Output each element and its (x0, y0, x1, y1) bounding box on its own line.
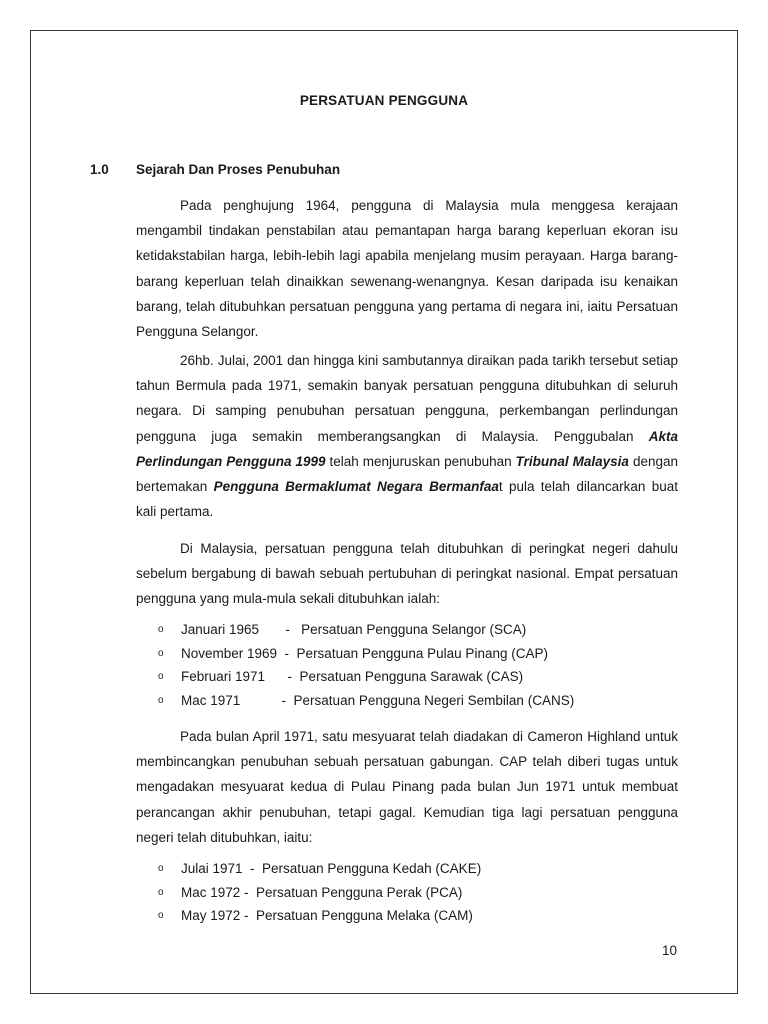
document-title: PERSATUAN PENGGUNA (299, 93, 469, 108)
paragraph-2-bold-1: Akta Perlindungan Pengguna 1999 (136, 428, 678, 469)
bullet-icon: o (158, 624, 164, 635)
association-list-2 (158, 857, 481, 928)
list-item (158, 642, 574, 666)
list-item-text: Januari 1965 - Persatuan Pengguna Selangor (SCA) (181, 622, 527, 637)
list-item-text: Julai 1971 - Persatuan Pengguna Kedah (CAKE) (181, 861, 482, 876)
bullet-icon: o (158, 886, 164, 898)
section-number: 1.0 (90, 162, 109, 177)
list-item (158, 689, 574, 713)
bullet-icon: o (158, 671, 164, 683)
list-item (158, 904, 481, 928)
paragraph-4: Pada bulan April 1971, satu mesyuarat telah diadakan di Cameron Highland untuk membincangkan penubuhan sebuah persatuan gabungan. CAP telah diberi tugas untuk mengadakan mesyuarat kedua di Pulau Pinang pada bulan Jun 1971 untuk membuat perancangan akhir penubuhan, tetapi gagal. Kemudian tiga lagi persatuan pengguna negeri telah ditubuhkan, iaitu: (136, 729, 678, 845)
paragraph-2-bold-2: Tribunal Malaysia (515, 453, 629, 469)
page-number: 10 (662, 943, 678, 958)
list-item-text: Mac 1971 - Persatuan Pengguna Negeri Sembilan (CANS) (181, 692, 575, 708)
paragraph-2-bold-3: Pengguna Bermaklumat Negara Bermanfaa (213, 479, 499, 495)
paragraph-2 (136, 348, 678, 524)
paragraph-2-text-4: t pula telah dilancarkan buat kali pertama. (136, 479, 679, 520)
list-item (158, 618, 574, 642)
list-item (158, 665, 574, 689)
bullet-icon: o (158, 863, 164, 874)
paragraph-2-text-3: dengan bertemakan (136, 453, 678, 495)
bullet-icon: o (158, 694, 164, 706)
paragraph-2-text-2: telah menjuruskan penubuhan (325, 453, 516, 469)
list-item-text: Februari 1971 - Persatuan Pengguna Sarawak (CAS) (181, 669, 524, 685)
bullet-icon: o (158, 647, 164, 659)
list-item-text: May 1972 - Persatuan Pengguna Melaka (CAM) (181, 908, 473, 924)
paragraph-2-text-1: 26hb. Julai, 2001 dan hingga kini sambutannya diraikan pada tarikh tersebut setiap tahun Bermula pada 1971, semakin banyak persatuan pengguna ditubuhkan di seluruh negara. Di samping penubuhan persatuan pengguna, perkembangan perlindungan pengguna juga semakin memberangsangkan di Malaysia. Penggubalan (136, 353, 678, 444)
list-item-text: Mac 1972 - Persatuan Pengguna Perak (PCA) (181, 884, 463, 900)
list-item (158, 857, 481, 881)
paragraph-1: Pada penghujung 1964, pengguna di Malaysia mula menggesa kerajaan mengambil tindakan penstabilan atau pemantapan harga barang keperluan ekoran isu ketidakstabilan harga, lebih-lebih lagi apabila menjelang musim perayaan. Harga barang-barang keperluan telah dinaikkan sewenang-wenangnya. Kesan daripada isu kenaikan barang, telah ditubuhkan persatuan pengguna yang pertama di negara ini, iaitu Persatuan Pengguna Selangor. (136, 198, 678, 340)
association-list-1 (158, 618, 574, 712)
paragraph-3: Di Malaysia, persatuan pengguna telah ditubuhkan di peringkat negeri dahulu sebelum bergabung di bawah sebuah pertubuhan di peringkat nasional. Empat persatuan pengguna yang mula-mula sekali ditubuhkan ialah: (136, 541, 678, 607)
list-item-text: November 1969 - Persatuan Pengguna Pulau Pinang (CAP) (181, 645, 548, 661)
section-heading: Sejarah Dan Proses Penubuhan (136, 162, 341, 177)
bullet-icon: o (158, 910, 164, 922)
list-item (158, 881, 481, 905)
